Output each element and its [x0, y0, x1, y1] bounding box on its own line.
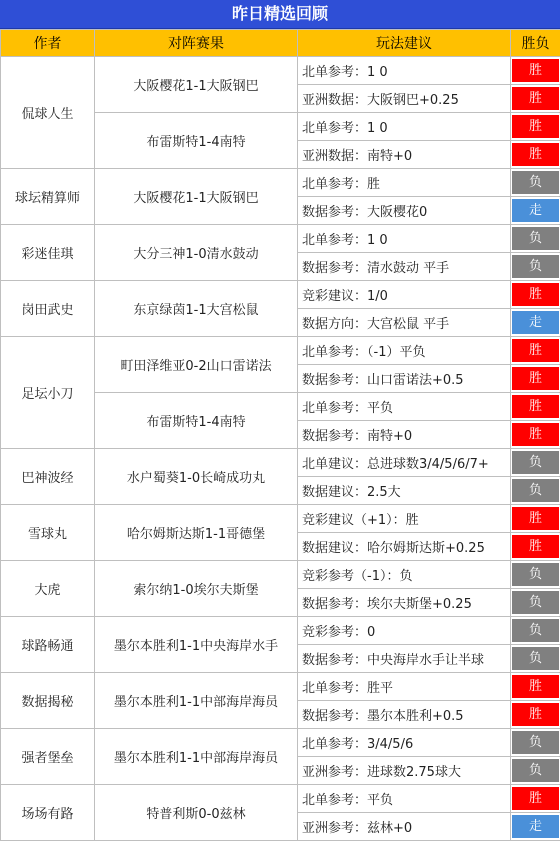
result-badge: 负	[512, 563, 559, 586]
tip-cell: 数据参考：埃尔夫斯堡+0.25	[298, 589, 511, 617]
header-tip: 玩法建议	[298, 30, 511, 57]
result-badge: 胜	[512, 675, 559, 698]
result-badge: 胜	[512, 59, 559, 82]
header-result: 胜负	[511, 30, 560, 57]
table-row	[1, 785, 560, 813]
author-cell: 场场有路	[1, 785, 95, 841]
result-cell	[511, 309, 560, 337]
table-row	[1, 225, 560, 253]
tip-cell: 北单建议：总进球数3/4/5/6/7+	[298, 449, 511, 477]
result-cell	[511, 449, 560, 477]
tip-cell: 北单参考：平负	[298, 785, 511, 813]
author-cell: 大虎	[1, 561, 95, 617]
table-row	[1, 729, 560, 757]
result-badge: 胜	[512, 787, 559, 810]
match-cell: 町田泽维亚0-2山口雷诺法	[95, 337, 298, 393]
table-row	[1, 617, 560, 645]
tip-cell: 北单参考：平负	[298, 393, 511, 421]
tip-cell: 北单参考：（-1）平负	[298, 337, 511, 365]
result-badge: 胜	[512, 423, 559, 446]
tip-cell: 北单参考：胜平	[298, 673, 511, 701]
table-row	[1, 561, 560, 589]
tip-cell: 亚洲参考：兹林+0	[298, 813, 511, 841]
match-cell: 大阪樱花1-1大阪钢巴	[95, 169, 298, 225]
tip-cell: 北单参考：3/4/5/6	[298, 729, 511, 757]
result-badge: 走	[512, 199, 559, 222]
match-cell: 索尔纳1-0埃尔夫斯堡	[95, 561, 298, 617]
tip-cell: 数据参考：南特+0	[298, 421, 511, 449]
result-cell	[511, 617, 560, 645]
header-row	[1, 30, 560, 57]
result-badge: 胜	[512, 507, 559, 530]
table-row	[1, 449, 560, 477]
table-row	[1, 673, 560, 701]
result-badge: 负	[512, 647, 559, 670]
tip-cell: 数据参考：大阪樱花0	[298, 197, 511, 225]
result-badge: 负	[512, 255, 559, 278]
tip-cell: 北单参考：1 0	[298, 225, 511, 253]
match-cell: 特普利斯0-0兹林	[95, 785, 298, 841]
author-cell: 侃球人生	[1, 57, 95, 169]
tip-cell: 竞彩参考（-1）：负	[298, 561, 511, 589]
match-cell: 布雷斯特1-4南特	[95, 393, 298, 449]
result-cell	[511, 813, 560, 841]
result-badge: 负	[512, 731, 559, 754]
tip-cell: 数据建议：哈尔姆斯达斯+0.25	[298, 533, 511, 561]
tip-cell: 数据参考：山口雷诺法+0.5	[298, 365, 511, 393]
result-cell	[511, 57, 560, 85]
result-badge: 负	[512, 451, 559, 474]
result-badge: 负	[512, 479, 559, 502]
result-cell	[511, 337, 560, 365]
result-cell	[511, 505, 560, 533]
table-body	[1, 57, 560, 841]
match-cell: 东京绿茵1-1大宫松鼠	[95, 281, 298, 337]
author-cell: 岗田武史	[1, 281, 95, 337]
result-cell	[511, 561, 560, 589]
match-cell: 大分三神1-0清水鼓动	[95, 225, 298, 281]
table-row	[1, 169, 560, 197]
result-cell	[511, 169, 560, 197]
result-cell	[511, 673, 560, 701]
table-row	[1, 57, 560, 85]
result-cell	[511, 645, 560, 673]
result-cell	[511, 421, 560, 449]
result-badge: 走	[512, 311, 559, 334]
match-cell: 水户蜀葵1-0长崎成功丸	[95, 449, 298, 505]
match-cell: 大阪樱花1-1大阪钢巴	[95, 57, 298, 113]
tip-cell: 数据方向：大宫松鼠 平手	[298, 309, 511, 337]
tip-cell: 北单参考：1 0	[298, 57, 511, 85]
match-cell: 哈尔姆斯达斯1-1哥德堡	[95, 505, 298, 561]
result-badge: 胜	[512, 339, 559, 362]
table-row	[1, 281, 560, 309]
result-badge: 胜	[512, 395, 559, 418]
table-row	[1, 505, 560, 533]
result-cell	[511, 197, 560, 225]
result-cell	[511, 729, 560, 757]
table-row	[1, 337, 560, 365]
author-cell: 巴神波经	[1, 449, 95, 505]
match-cell: 墨尔本胜利1-1中部海岸海员	[95, 729, 298, 785]
author-cell: 彩迷佳琪	[1, 225, 95, 281]
review-table	[0, 29, 560, 841]
result-cell	[511, 365, 560, 393]
tip-cell: 北单参考：胜	[298, 169, 511, 197]
author-cell: 足坛小刀	[1, 337, 95, 449]
page-title: 昨日精选回顾	[0, 0, 560, 29]
result-badge: 负	[512, 759, 559, 782]
result-badge: 胜	[512, 87, 559, 110]
result-cell	[511, 393, 560, 421]
result-badge: 走	[512, 815, 559, 838]
result-cell	[511, 281, 560, 309]
author-cell: 强者堡垒	[1, 729, 95, 785]
result-cell	[511, 477, 560, 505]
result-cell	[511, 225, 560, 253]
result-badge: 负	[512, 619, 559, 642]
tip-cell: 数据参考：墨尔本胜利+0.5	[298, 701, 511, 729]
result-badge: 负	[512, 171, 559, 194]
author-cell: 雪球丸	[1, 505, 95, 561]
tip-cell: 竞彩建议（+1）：胜	[298, 505, 511, 533]
result-badge: 胜	[512, 143, 559, 166]
result-cell	[511, 533, 560, 561]
result-cell	[511, 701, 560, 729]
match-cell: 布雷斯特1-4南特	[95, 113, 298, 169]
result-cell	[511, 757, 560, 785]
result-badge: 胜	[512, 367, 559, 390]
result-cell	[511, 85, 560, 113]
result-badge: 胜	[512, 703, 559, 726]
match-cell: 墨尔本胜利1-1中央海岸水手	[95, 617, 298, 673]
author-cell: 球坛精算师	[1, 169, 95, 225]
result-cell	[511, 785, 560, 813]
author-cell: 球路畅通	[1, 617, 95, 673]
result-badge: 负	[512, 591, 559, 614]
result-cell	[511, 253, 560, 281]
result-cell	[511, 589, 560, 617]
tip-cell: 数据建议：2.5大	[298, 477, 511, 505]
header-match: 对阵赛果	[95, 30, 298, 57]
result-badge: 负	[512, 227, 559, 250]
tip-cell: 竞彩参考：0	[298, 617, 511, 645]
tip-cell: 数据参考：中央海岸水手让半球	[298, 645, 511, 673]
result-badge: 胜	[512, 535, 559, 558]
result-badge: 胜	[512, 115, 559, 138]
result-badge: 胜	[512, 283, 559, 306]
tip-cell: 亚洲数据：大阪钢巴+0.25	[298, 85, 511, 113]
result-cell	[511, 141, 560, 169]
match-cell: 墨尔本胜利1-1中部海岸海员	[95, 673, 298, 729]
tip-cell: 数据参考：清水鼓动 平手	[298, 253, 511, 281]
tip-cell: 北单参考：1 0	[298, 113, 511, 141]
tip-cell: 亚洲参考：进球数2.75球大	[298, 757, 511, 785]
header-author: 作者	[1, 30, 95, 57]
tip-cell: 亚洲数据：南特+0	[298, 141, 511, 169]
tip-cell: 竞彩建议：1/0	[298, 281, 511, 309]
author-cell: 数据揭秘	[1, 673, 95, 729]
result-cell	[511, 113, 560, 141]
